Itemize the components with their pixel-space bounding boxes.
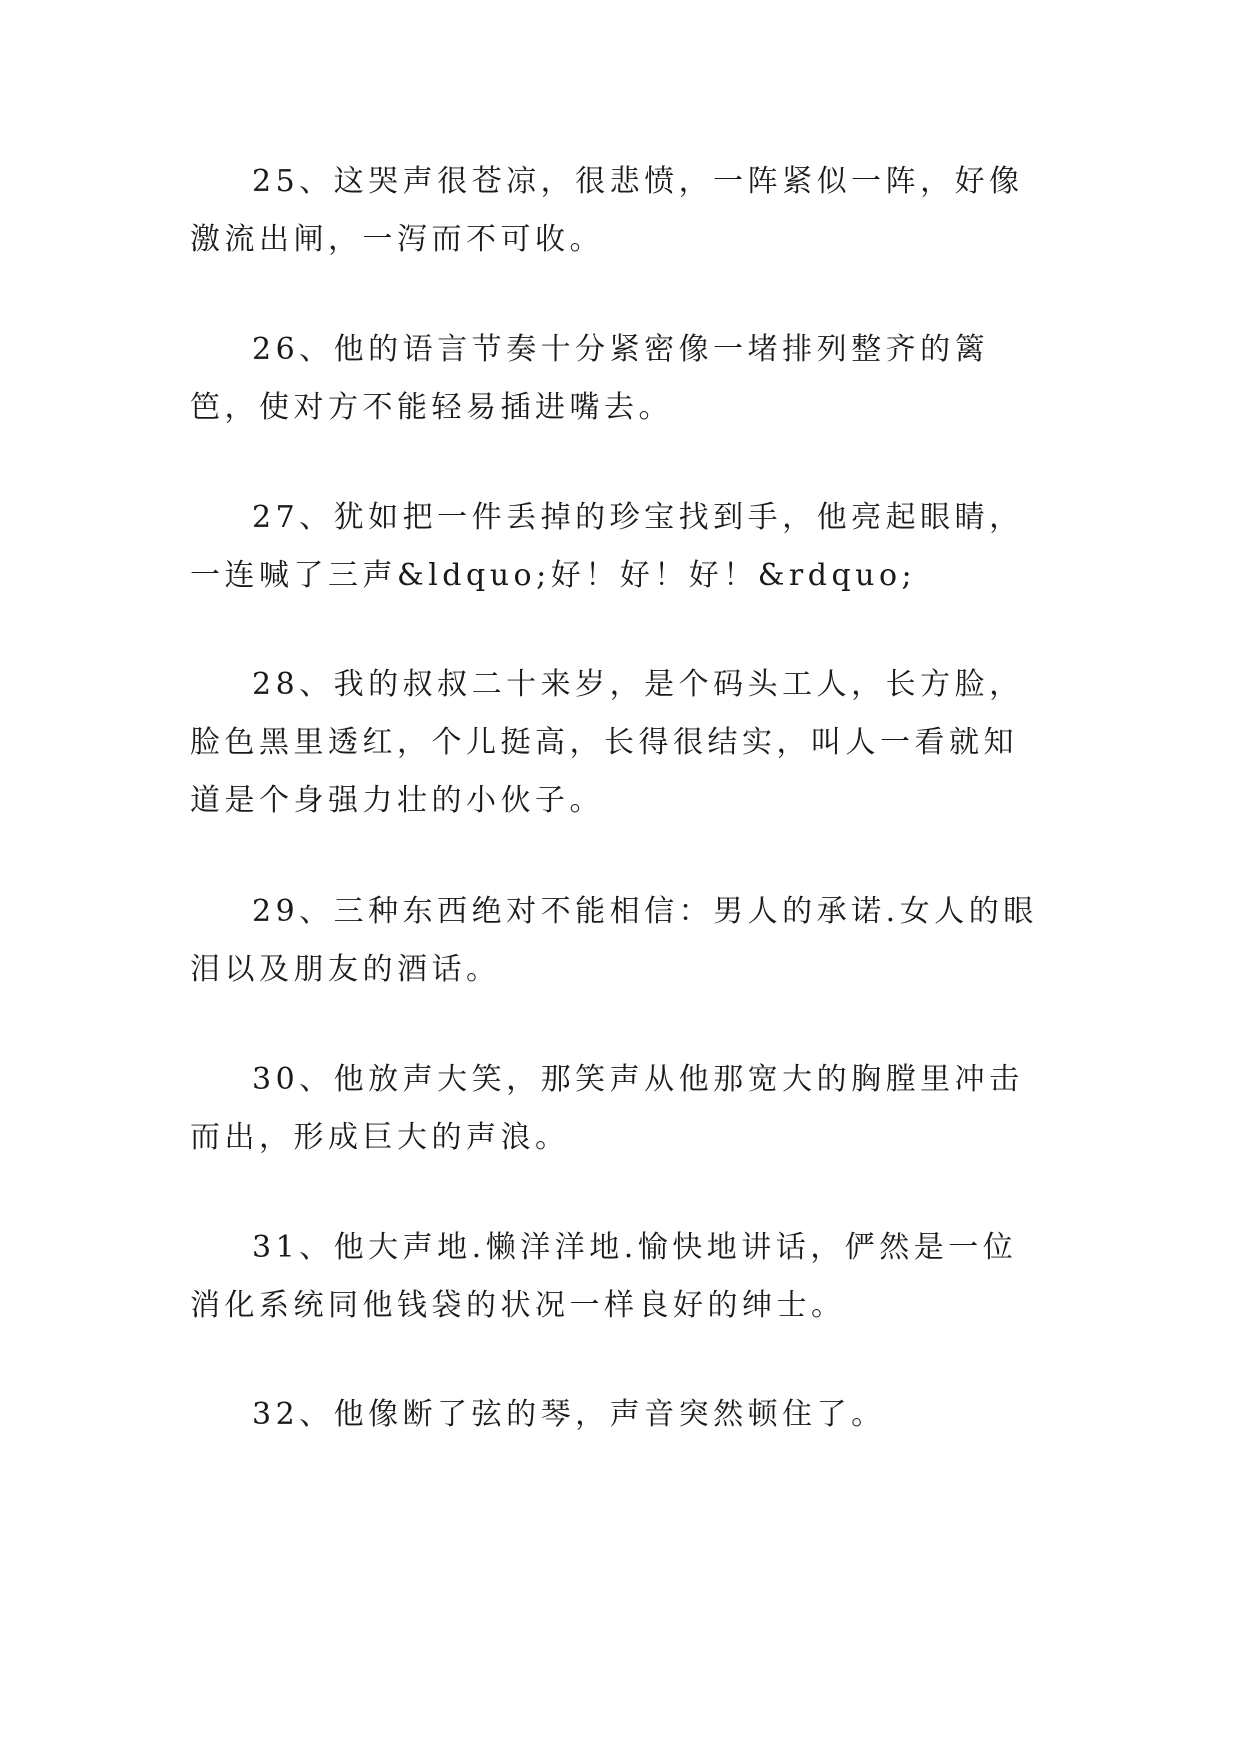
- paragraph-30: 30、他放声大笑，那笑声从他那宽大的胸膛里冲击而出，形成巨大的声浪。: [190, 1062, 1024, 1155]
- paragraph-27: 27、犹如把一件丢掉的珍宝找到手，他亮起眼睛，一连喊了三声&ldquo;好！好！好！&rdquo;: [190, 500, 1024, 593]
- paragraph-31: 31、他大声地.懒洋洋地.愉快地讲话，俨然是一位消化系统同他钱袋的状况一样良好的绅士。: [190, 1230, 1018, 1323]
- paragraph-28: 28、我的叔叔二十来岁，是个码头工人，长方脸，脸色黑里透红，个儿挺高，长得很结实，叫人一看就知道是个身强力壮的小伙子。: [190, 667, 1024, 818]
- paragraph-25: 25、这哭声很苍凉，很悲愤，一阵紧似一阵，好像激流出闸，一泻而不可收。: [190, 164, 1024, 257]
- paragraph-32: 32、他像断了弦的琴，声音突然顿住了。: [252, 1397, 886, 1432]
- paragraph-26: 26、他的语言节奏十分紧密像一堵排列整齐的篱笆，使对方不能轻易插进嘴去。: [190, 332, 990, 425]
- paragraph-29: 29、三种东西绝对不能相信：男人的承诺.女人的眼泪以及朋友的酒话。: [190, 894, 1038, 987]
